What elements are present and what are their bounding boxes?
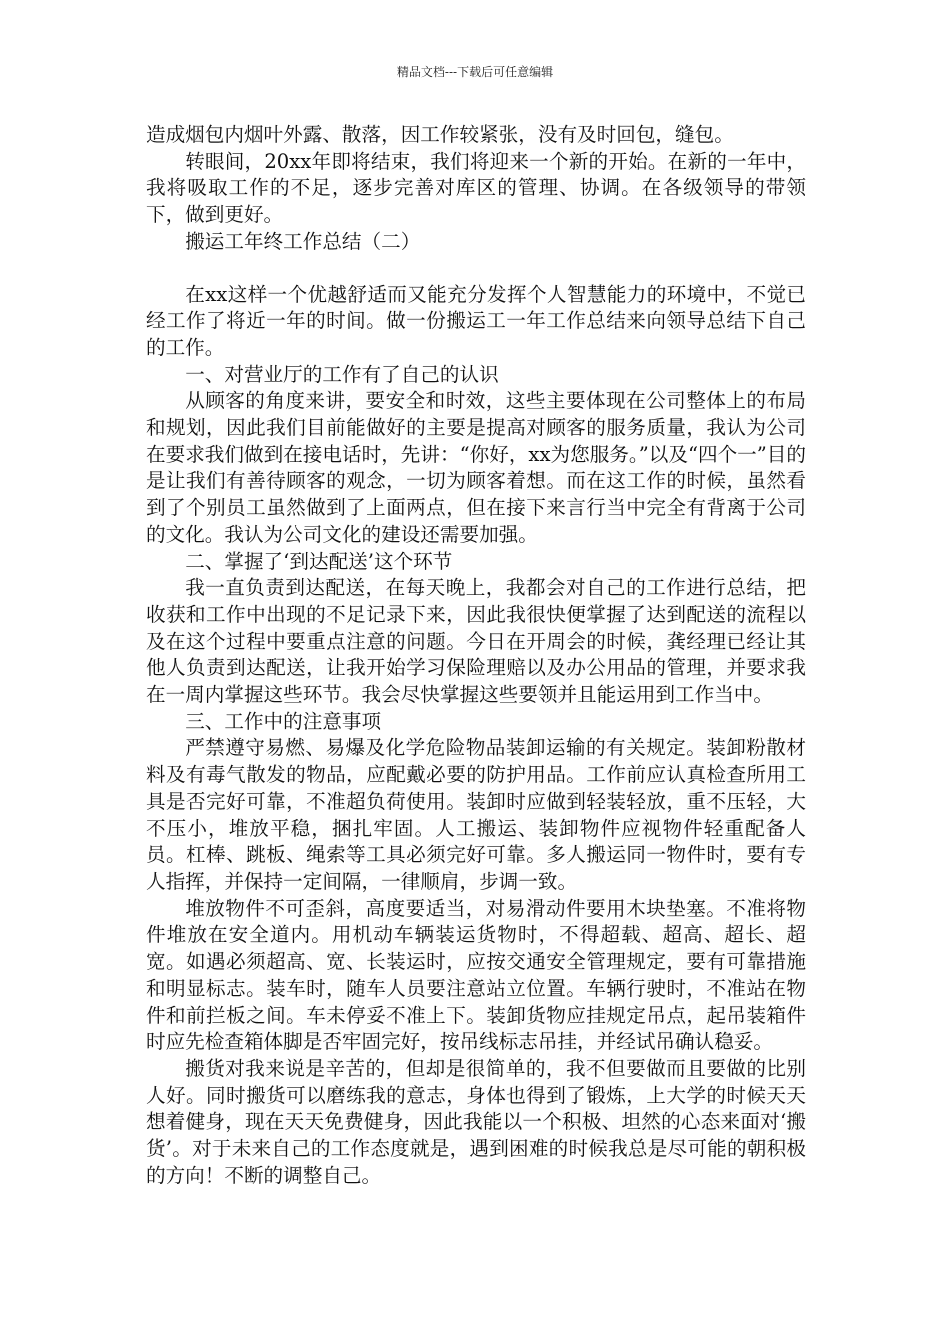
- paragraph-delivery: 我一直负责到达配送，在每天晚上，我都会对自己的工作进行总结，把收获和工作中出现的不足记录下来，因此我很快便掌握了达到配送的流程以及在这个过程中要重点注意的问题。今日在开周会的时候，龚经理已经让其他人负责到达配送，让我开始学习保险理赔以及办公用品的管理，并要求我在一周内掌握这些环节。我会尽快掌握这些要领并且能运用到工作当中。: [146, 576, 806, 707]
- paragraph-intro: 在xx这样一个优越舒适而又能充分发挥个人智慧能力的环境中，不觉已经工作了将近一年的时间。做一份搬运工一年工作总结来向领导总结下自己的工作。: [146, 282, 806, 359]
- paragraph-stacking-rules: 堆放物件不可歪斜，高度要适当，对易滑动件要用木块垫塞。不准将物件堆放在安全道内。用机动车辆装运货物时，不得超载、超高、超长、超宽。如遇必须超高、宽、长装运时，应按交通安全管理规定，要有可靠措施和明显标志。装车时，随车人员要注意站立位置。车辆行驶时，不准站在物件和前拦板之间。车未停妥不准上下。装卸货物应挂规定吊点，起吊装箱件时应先检查箱体脚是否牢固完好，按吊线标志吊挂，并经试吊确认稳妥。: [146, 896, 806, 1054]
- paragraph-year-end: 转眼间，20xx年即将结束，我们将迎来一个新的开始。在新的一年中，我将吸取工作的不足，逐步完善对库区的管理、协调。在各级领导的带领下，做到更好。: [146, 149, 806, 227]
- heading-3: 三、工作中的注意事项: [185, 709, 382, 733]
- blank-line: [146, 256, 806, 282]
- paragraph-safety-rules: 严禁遵守易燃、易爆及化学危险物品装卸运输的有关规定。装卸粉散材料及有毒气散发的物品，应配戴必要的防护用品。工作前应认真检查所用工具是否完好可靠，不准超负荷使用。装卸时应做到轻装轻放，重不压轻，大不压小，堆放平稳，捆扎牢固。人工搬运、装卸物件应视物件轻重配备人员。杠棒、跳板、绳索等工具必须完好可靠。多人搬运同一物件时，要有专人指挥，并保持一定间隔，一律顺肩，步调一致。: [146, 736, 806, 893]
- heading-1: 一、对营业厅的工作有了自己的认识: [185, 362, 499, 386]
- section-title: 搬运工年终工作总结（二）: [185, 229, 421, 253]
- document-body: [146, 122, 806, 1189]
- paragraph-continuation: 造成烟包内烟叶外露、散落，因工作较紧张，没有及时回包，缝包。: [146, 123, 734, 146]
- page-header: 精品文档---下载后可任意编辑: [396, 65, 554, 79]
- heading-2: 二、掌握了‘到达配送’这个环节: [185, 549, 453, 573]
- paragraph-attitude: 搬货对我来说是辛苦的，但却是很简单的，我不但要做而且要做的比别人好。同时搬货可以磨练我的意志，身体也得到了锻炼，上大学的时候天天想着健身，现在天天免费健身，因此我能以一个积极、坦然的心态来面对‘搬货’。对于未来自己的工作态度就是，遇到困难的时候我总是尽可能的朝积极的方向！不断的调整自己。: [146, 1056, 806, 1187]
- paragraph-customer-service: 从顾客的角度来讲，要安全和时效，这些主要体现在公司整体上的布局和规划，因此我们目前能做好的主要是提高对顾客的服务质量，我认为公司在要求我们做到在接电话时，先讲：“你好，xx为您服务。”以及“四个一”目的是让我们有善待顾客的观念，一切为顾客着想。而在这工作的时候，虽然看到了个别员工虽然做到了上面两点，但在接下来言行当中完全有背离于公司的文化。我认为公司文化的建设还需要加强。: [146, 389, 806, 546]
